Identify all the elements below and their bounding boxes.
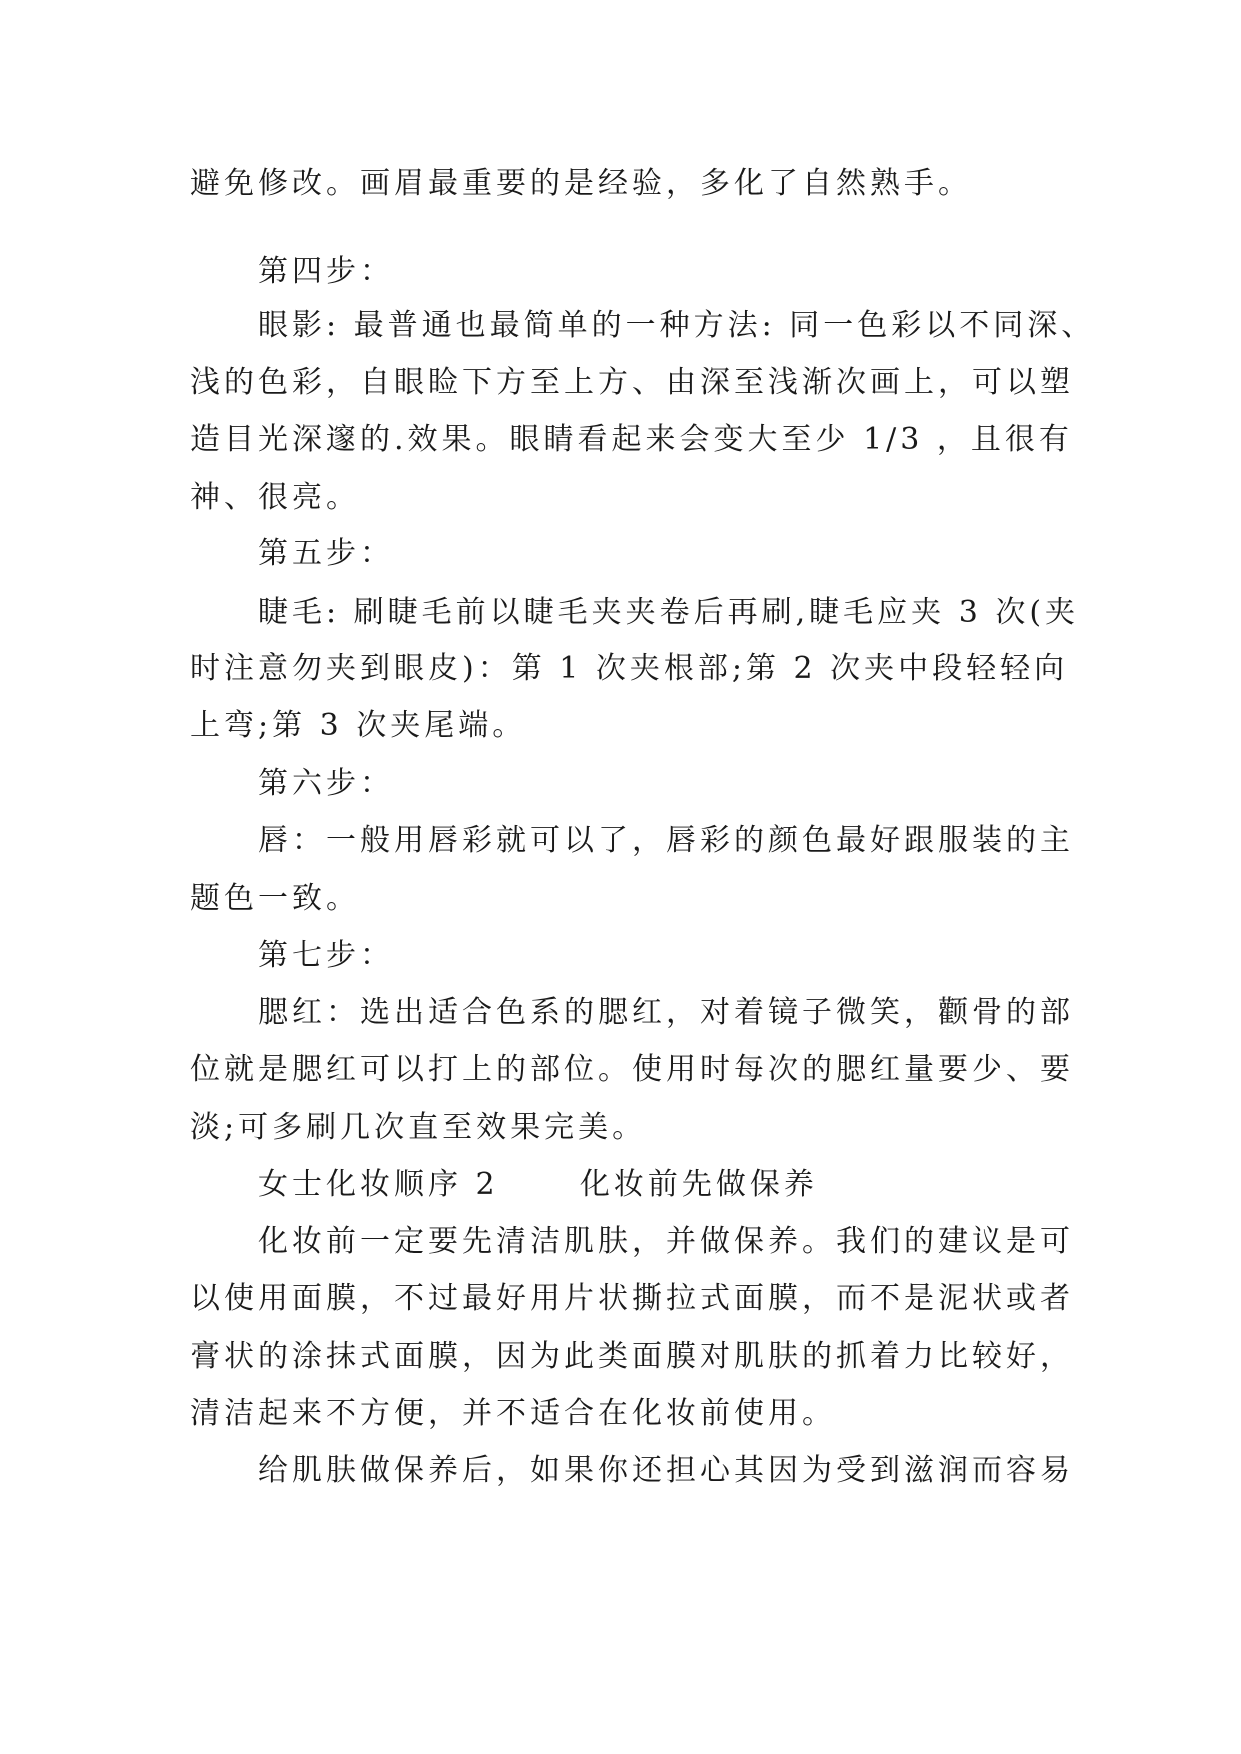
paragraph-line: 时注意勿夹到眼皮)：第 1 次夹根部;第 2 次夹中段轻轻向: [190, 651, 1069, 686]
paragraph-line: 睫毛: 刷睫毛前以睫毛夹夹卷后再刷,睫毛应夹 3 次(夹: [258, 595, 1080, 630]
paragraph-line: 浅的色彩，自眼睑下方至上方、由深至浅渐次画上，可以塑: [190, 365, 1074, 400]
paragraph-line: 神、很亮。: [190, 480, 360, 515]
step-heading: 第六步：: [258, 766, 394, 801]
paragraph-line: 淡;可多刷几次直至效果完美。: [190, 1110, 647, 1145]
step-heading: 第七步：: [258, 938, 394, 973]
paragraph-line: 清洁起来不方便，并不适合在化妆前使用。: [190, 1396, 836, 1431]
paragraph-line: 膏状的涂抹式面膜，因为此类面膜对肌肤的抓着力比较好，: [190, 1339, 1074, 1374]
paragraph-line: 给肌肤做保养后，如果你还担心其因为受到滋润而容易: [258, 1453, 1074, 1488]
paragraph-line: 化妆前一定要先清洁肌肤，并做保养。我们的建议是可: [258, 1224, 1074, 1259]
paragraph-line: 腮红：选出适合色系的腮红，对着镜子微笑，颧骨的部: [258, 995, 1074, 1030]
step-heading: 第五步：: [258, 536, 394, 571]
paragraph-line: 上弯;第 3 次夹尾端。: [190, 708, 527, 743]
paragraph-line: 以使用面膜，不过最好用片状撕拉式面膜，而不是泥状或者: [190, 1281, 1074, 1316]
step-heading: 第四步：: [258, 254, 394, 289]
paragraph-line: 唇：一般用唇彩就可以了，唇彩的颜色最好跟服装的主: [258, 823, 1074, 858]
paragraph-line: 位就是腮红可以打上的部位。使用时每次的腮红量要少、要: [190, 1052, 1074, 1087]
paragraph-line: 眼影: 最普通也最简单的一种方法: 同一色彩以不同深、: [258, 308, 1096, 343]
section-heading: 女士化妆顺序 2 化妆前先做保养: [258, 1167, 818, 1202]
paragraph-line: 题色一致。: [190, 881, 360, 916]
paragraph-line: 造目光深邃的.效果。眼睛看起来会变大至少 1/3 ，且很有: [190, 422, 1073, 457]
paragraph-line: 避免修改。画眉最重要的是经验，多化了自然熟手。: [190, 166, 972, 201]
